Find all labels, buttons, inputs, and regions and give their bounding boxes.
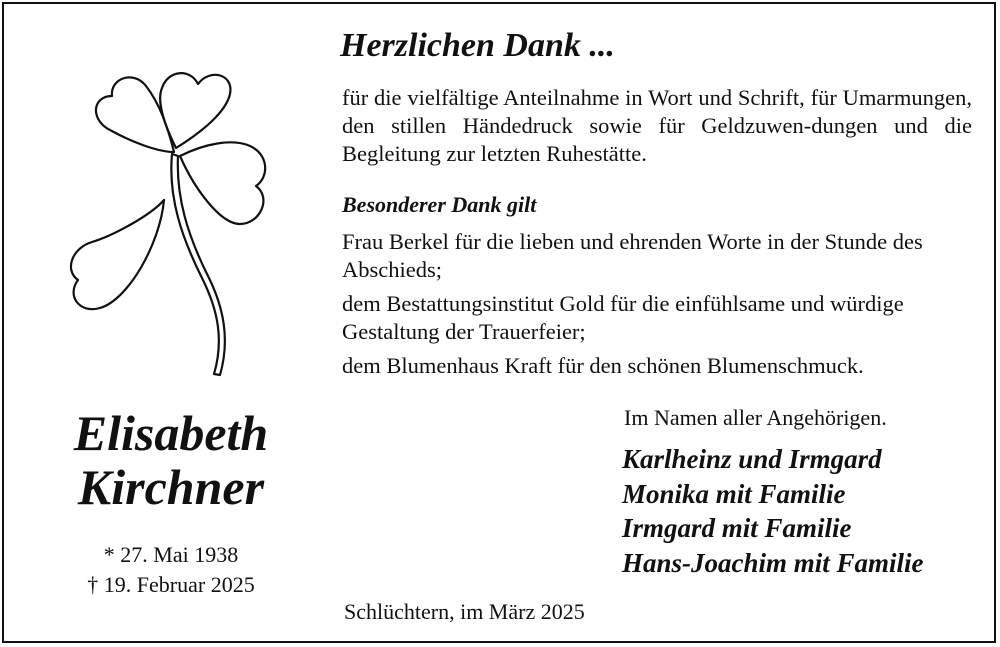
notice-heading: Herzlichen Dank ...: [340, 27, 615, 64]
deceased-last-name: Kirchner: [77, 459, 265, 515]
special-thanks-item: dem Blumenhaus Kraft für den schönen Blumenschmuck.: [342, 353, 864, 378]
place-and-date: Schlüchtern, im März 2025: [344, 599, 585, 624]
clover-leaf-lower-left: [71, 200, 164, 309]
signer: Hans-Joachim mit Familie: [622, 547, 924, 578]
special-thanks-heading: Besonderer Dank gilt: [342, 192, 537, 217]
intro-paragraph: für die vielfältige Anteilnahme in Wort und Schrift, für Umarmungen, den stillen Händedruck sowie für Geldzuwen-dungen und die Begleitung zur letzten Ruhestätte.: [342, 85, 972, 166]
life-dates: [34, 540, 308, 600]
special-thanks-item: Frau Berkel für die lieben und ehrenden Worte in der Stunde des Abschieds;: [342, 229, 923, 282]
four-leaf-clover-icon: [64, 48, 294, 384]
special-thanks-item: dem Bestattungsinstitut Gold für die einfühlsame und würdige Gestaltung der Trauerfeier;: [342, 291, 904, 344]
signer: Irmgard mit Familie: [622, 513, 852, 543]
deceased-first-name: Elisabeth: [73, 405, 269, 461]
special-thanks-list: [342, 228, 972, 386]
clover-leaf-right: [180, 142, 265, 224]
signer: Monika mit Familie: [622, 478, 846, 509]
notice-frame: [2, 2, 996, 643]
signers-list: [622, 442, 924, 580]
death-date: † 19. Februar 2025: [87, 572, 255, 597]
signer: Karlheinz und Irmgard: [622, 444, 882, 474]
deceased-name: [34, 406, 308, 514]
clover-leaf-top-right: [160, 73, 230, 148]
birth-date: * 27. Mai 1938: [103, 542, 239, 567]
signature-intro: Im Namen aller Angehörigen.: [624, 405, 887, 430]
